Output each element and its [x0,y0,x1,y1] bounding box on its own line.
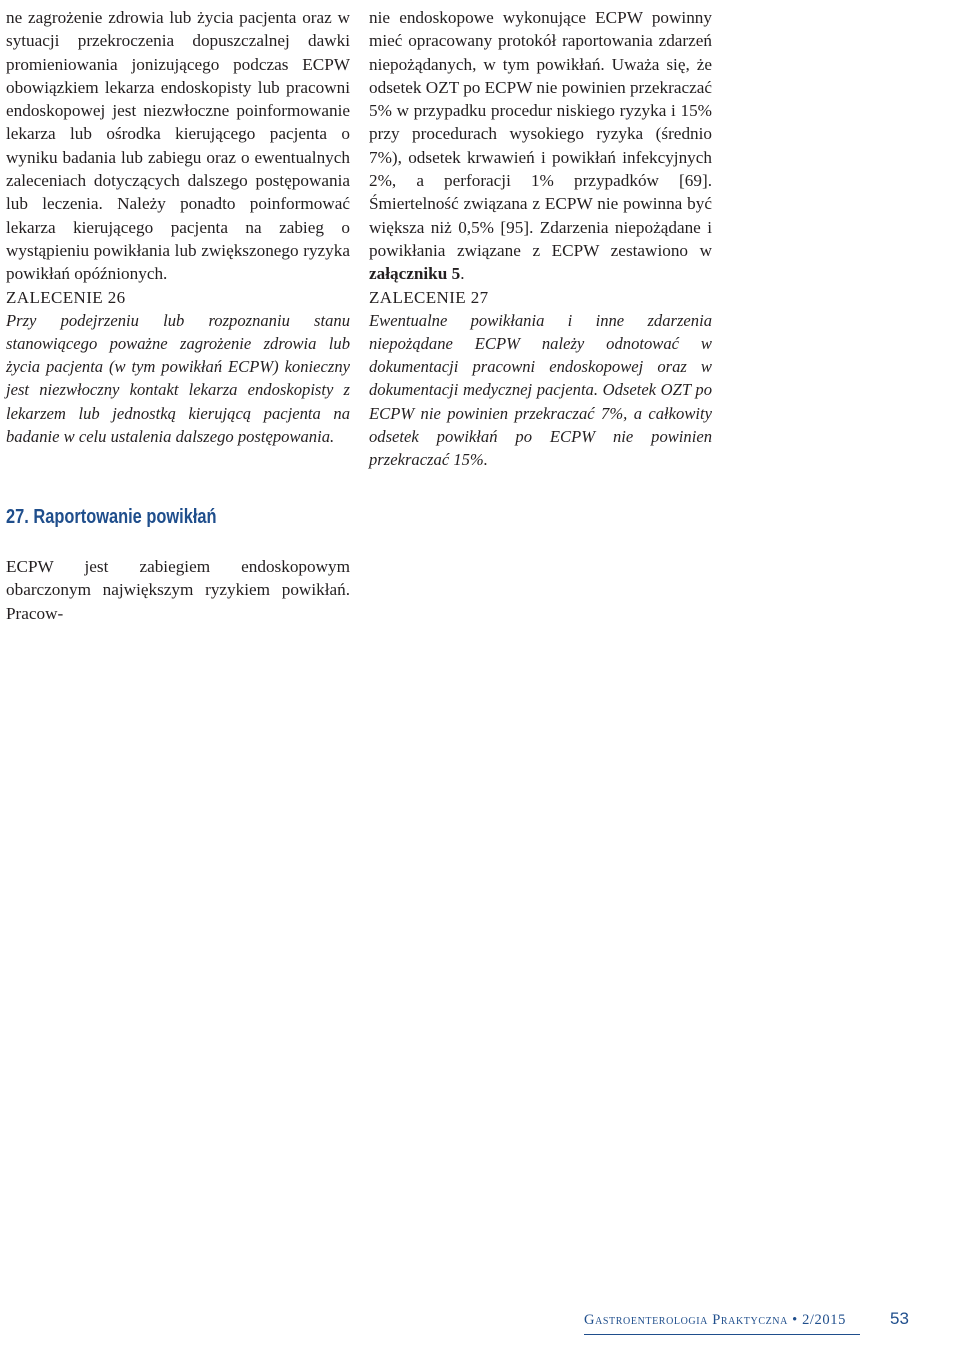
right-body-paragraph [369,6,712,286]
footer-rule [584,1334,860,1335]
journal-title: Gastroenterologia Praktyczna • 2/2015 [584,1312,846,1328]
attachment-reference: załączniku 5 [369,264,461,284]
left-body-paragraph: ne zagrożenie zdrowia lub życia pacjenta oraz w sytuacji przekroczenia dopuszczalnej dawki promieniowania jonizującego podczas ECPW obowiązkiem lekarza endoskopisty lub pracowni endoskopowej jest niezwłoczne poinformowanie lekarza lub ośrodka kierującego pacjenta o wyniku badania lub zabiegu oraz o ewentualnych zaleceniach dotyczących dalszego postępowania lub leczenia. Należy ponadto poinformować lekarza kierującego pacjenta na zabieg o wystąpieniu powikłania lub zwiększonego ryzyka powikłań opóźnionych. [6,8,350,284]
right-column [369,6,712,472]
left-column [6,6,350,448]
page-footer [584,1309,914,1339]
page-number: 53 [890,1309,909,1328]
section-body-paragraph: ECPW jest zabiegiem endoskopowym obarczonym największym ryzykiem powikłań. Pracow- [6,557,350,623]
recommendation-26-text: Przy podejrzeniu lub rozpoznaniu stanu stanowiącego poważne zagrożenie zdrowia lub życia pacjenta (w tym powikłań ECPW) konieczny jest niezwłoczny kontakt lekarza endoskopisty z lekarzem lub jednostką kierującą pacjenta na badanie w celu ustalenia dalszego postępowania. [6,310,350,447]
recommendation-27-text: Ewentualne powikłania i inne zdarzenia niepożądane ECPW należy odnotować w dokumentacji pracowni endoskopowej oraz w dokumentacji medycznej pacjenta. Odsetek OZT po ECPW nie powinien przekraczać 7%, a całkowity odsetek powikłań po ECPW nie powinien przekraczać 15%. [369,310,712,470]
right-body-text: nie endoskopowe wykonujące ECPW powinny mieć opracowany protokół raportowania zdarzeń niepożądanych, w tym powikłań. Uważa się, że odsetek OZT po ECPW nie powinien przekraczać 5% w przypadku procedur niskiego ryzyka i 15% przy procedurach wysokiego ryzyka (średnio 7%), odsetek krwawień i powikłań infekcyjnych 2%, a perforacji 1% przypadków [69]. Śmiertelność związana z ECPW nie powinna być większa niż 0,5% [95]. Zdarzenia niepożądane i powikłania związane z ECPW zestawiono w [369,8,713,260]
right-body-end: . [460,264,465,284]
recommendation-26-heading: ZALECENIE 26 [6,287,126,307]
section-heading: 27. Raportowanie powikłań [6,506,217,528]
recommendation-27-heading: ZALECENIE 27 [369,287,489,307]
